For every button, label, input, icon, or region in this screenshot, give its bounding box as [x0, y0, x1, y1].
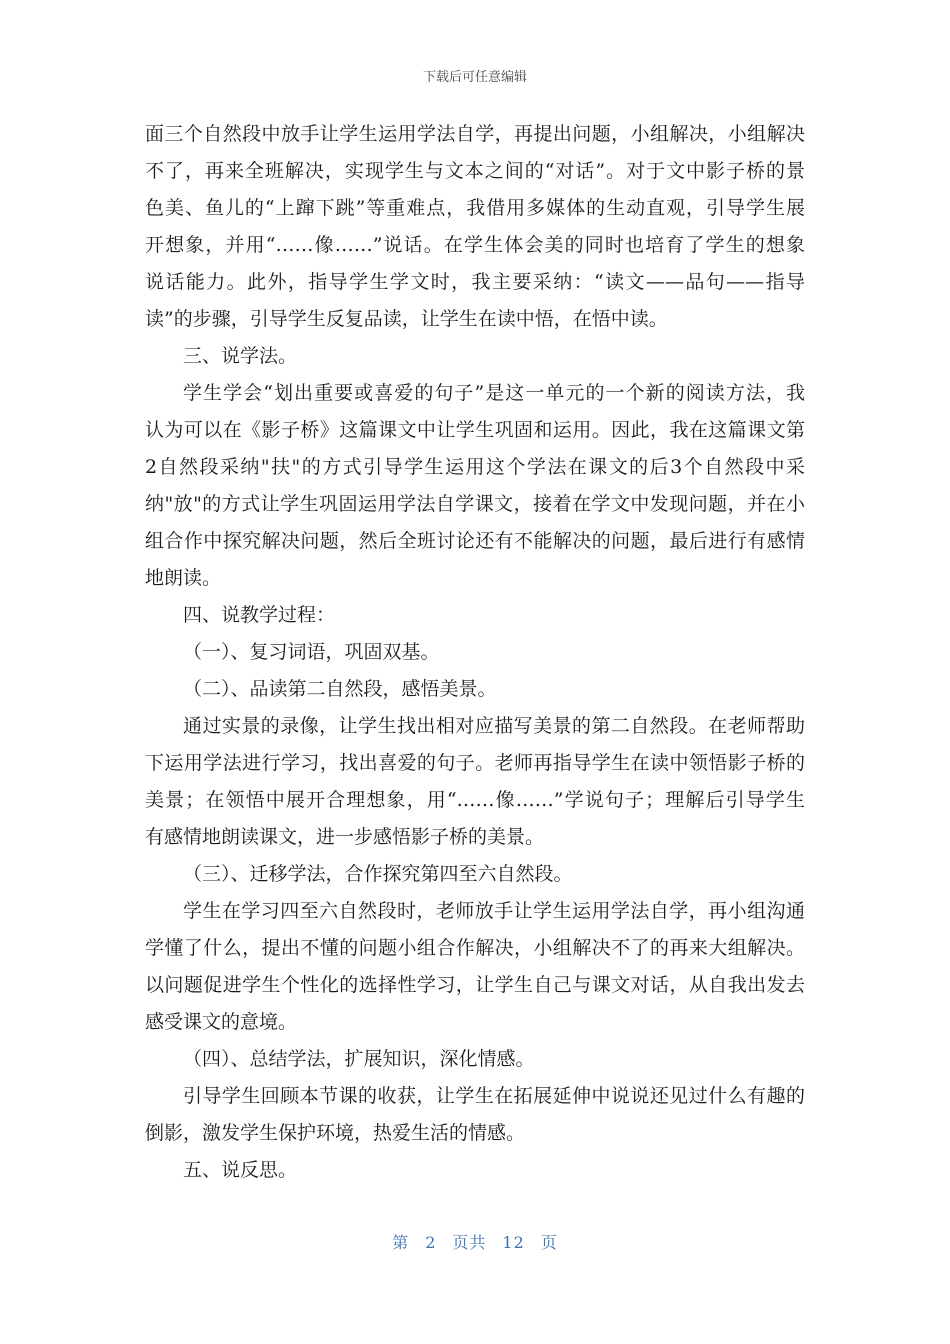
- text-line: 感受课文的意境。: [145, 1011, 298, 1033]
- text-line: 倒影，激发学生保护环境，热爱生活的情感。: [145, 1122, 526, 1144]
- text-line: 以问题促进学生个性化的选择性学习，让学生自己与课文对话，从自我出发去: [145, 974, 805, 996]
- section-heading: 三、说学法。: [183, 345, 298, 367]
- text-line: 学懂了什么，提出不懂的问题小组合作解决，小组解决不了的再来大组解决。: [145, 937, 805, 959]
- section-heading: 五、说反思。: [183, 1159, 298, 1181]
- text-line: 认为可以在《影子桥》这篇课文中让学生巩固和运用。因此，我在这篇课文第: [145, 419, 805, 441]
- section-heading: （二）、品读第二自然段，感悟美景。: [183, 678, 497, 700]
- section-heading: （四）、总结学法，扩展知识，深化情感。: [183, 1048, 535, 1070]
- text-line: 色美、鱼儿的“上蹿下跳”等重难点，我借用多媒体的生动直观，引导学生展: [145, 197, 805, 219]
- text-line: 学生在学习四至六自然段时，老师放手让学生运用学法自学，再小组沟通: [183, 900, 805, 922]
- text-line: 组合作中探究解决问题，然后全班讨论还有不能解决的问题，最后进行有感情: [145, 530, 805, 552]
- page-header: 下载后可任意编辑: [422, 70, 527, 85]
- text-line: 纳"放"的方式让学生巩固运用学法自学课文，接着在学文中发现问题，并在小: [145, 493, 805, 515]
- text-line: 美景；在领悟中展开合理想象，用“……像……”学说句子；理解后引导学生: [145, 789, 805, 811]
- section-heading: （一）、复习词语，巩固双基。: [183, 641, 440, 663]
- current-page-number: 2: [425, 1233, 437, 1252]
- text-line: 读”的步骤，引导学生反复品读，让学生在读中悟，在悟中读。: [145, 308, 668, 330]
- footer-suffix: 页: [540, 1233, 558, 1252]
- footer-prefix: 第: [392, 1233, 410, 1252]
- section-heading: 四、说教学过程：: [183, 604, 336, 626]
- page-footer: [0, 1230, 950, 1253]
- document-body: [145, 116, 805, 1189]
- text-line: 面三个自然段中放手让学生运用学法自学，再提出问题，小组解决，小组解决: [145, 123, 805, 145]
- text-line: 学生学会“划出重要或喜爱的句子”是这一单元的一个新的阅读方法，我: [183, 382, 805, 404]
- text-line: 有感情地朗读课文，进一步感悟影子桥的美景。: [145, 826, 545, 848]
- text-line: 2自然段采纳"扶"的方式引导学生运用这个学法在课文的后3个自然段中采: [145, 456, 805, 478]
- text-line: 通过实景的录像，让学生找出相对应描写美景的第二自然段。在老师帮助: [183, 715, 805, 737]
- text-line: 下运用学法进行学习，找出喜爱的句子。老师再指导学生在读中领悟影子桥的: [145, 752, 805, 774]
- text-line: 引导学生回顾本节课的收获，让学生在拓展延伸中说说还见过什么有趣的: [183, 1085, 805, 1107]
- footer-middle: 页共: [452, 1233, 487, 1252]
- text-line: 说话能力。此外，指导学生学文时，我主要采纳：“读文——品句——指导: [145, 271, 805, 293]
- section-heading: （三）、迁移学法，合作探究第四至六自然段。: [183, 863, 573, 885]
- total-page-count: 12: [502, 1233, 525, 1252]
- text-line: 地朗读。: [145, 567, 222, 589]
- text-line: 不了，再来全班解决，实现学生与文本之间的“对话”。对于文中影子桥的景: [145, 160, 805, 182]
- text-line: 开想象，并用“……像……”说话。在学生体会美的同时也培育了学生的想象: [145, 234, 805, 256]
